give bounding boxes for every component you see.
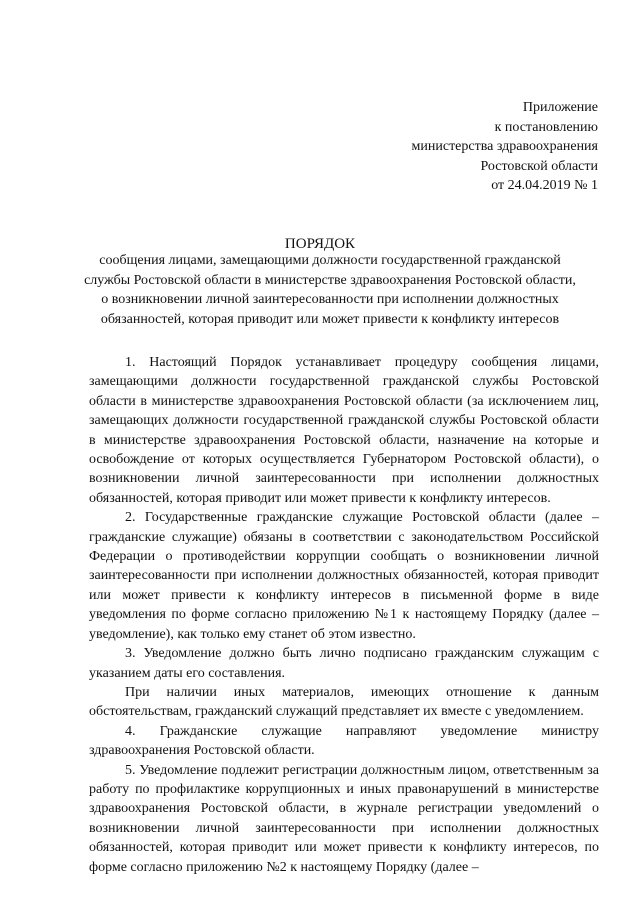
document-body <box>89 353 599 877</box>
paragraph-2: 2. Государственные гражданские служащие Ростовской области (далее – гражданские служащие) обязаны в соответствии с законодательством Российской Федерации о противодействии коррупции сообщать о возникновении личной заинтересованности при исполнении должностных обязанностей, которая приводит или может привести к конфликту интересов в письменной форме в виде уведомления по форме согласно приложению №1 к настоящему Порядку (далее – уведомление), как только ему станет об этом известно. <box>89 510 599 642</box>
subtitle-line: сообщения лицами, замещающими должности государственной гражданской <box>99 253 561 268</box>
paragraph-5: 5. Уведомление подлежит регистрации должностным лицом, ответственным за работу по профилактике коррупционных и иных правонарушений в министерстве здравоохранения Ростовской области, в журнале регистрации уведомлений о возникновении личной заинтересованности при исполнении должностных обязанностей, которая приводит или может привести к конфликту интересов, по форме согласно приложению №2 к настоящему Порядку (далее – <box>89 762 599 875</box>
document-title: ПОРЯДОК <box>284 236 356 252</box>
document-subtitle <box>60 251 600 329</box>
paragraph-3: 3. Уведомление должно быть лично подписано гражданским служащим с указанием даты его составления. <box>89 646 599 681</box>
attachment-header <box>412 98 598 196</box>
paragraph-4: 4. Гражданские служащие направляют уведомление министру здравоохранения Ростовской области. <box>89 723 599 759</box>
attachment-line: министерства здравоохранения <box>411 139 598 154</box>
attachment-line: к постановлению <box>494 119 598 135</box>
attachment-line: Приложение <box>522 100 598 115</box>
attachment-line: Ростовской области <box>480 158 598 174</box>
subtitle-line: обязанностей, которая приводит или может привести к конфликту интересов <box>100 311 560 327</box>
paragraph-1: 1. Настоящий Порядок устанавливает процедуру сообщения лицами, замещающими должности государственной гражданской службы Ростовской области в министерстве здравоохранения Ростовской области (за исключением лиц, замещающих должности государственной гражданской службы Ростовской области в министерстве здравоохранения Ростовской области, назначение на которые и освобождение от которых осуществляется Губернатором Ростовской области), о возникновении личной заинтересованности при исполнении должностных обязанностей, которая приводит или может привести к конфликту интересов. <box>89 355 599 506</box>
subtitle-line: службы Ростовской области в министерстве здравоохранения Ростовской области, <box>84 272 576 288</box>
paragraph-3-continuation: При наличии иных материалов, имеющих отношение к данным обстоятельствам, гражданский служащий представляет их вместе с уведомлением. <box>89 684 599 720</box>
subtitle-line: о возникновении личной заинтересованности при исполнении должностных <box>101 292 559 307</box>
attachment-date-line: от 24.04.2019 № 1 <box>491 178 598 193</box>
